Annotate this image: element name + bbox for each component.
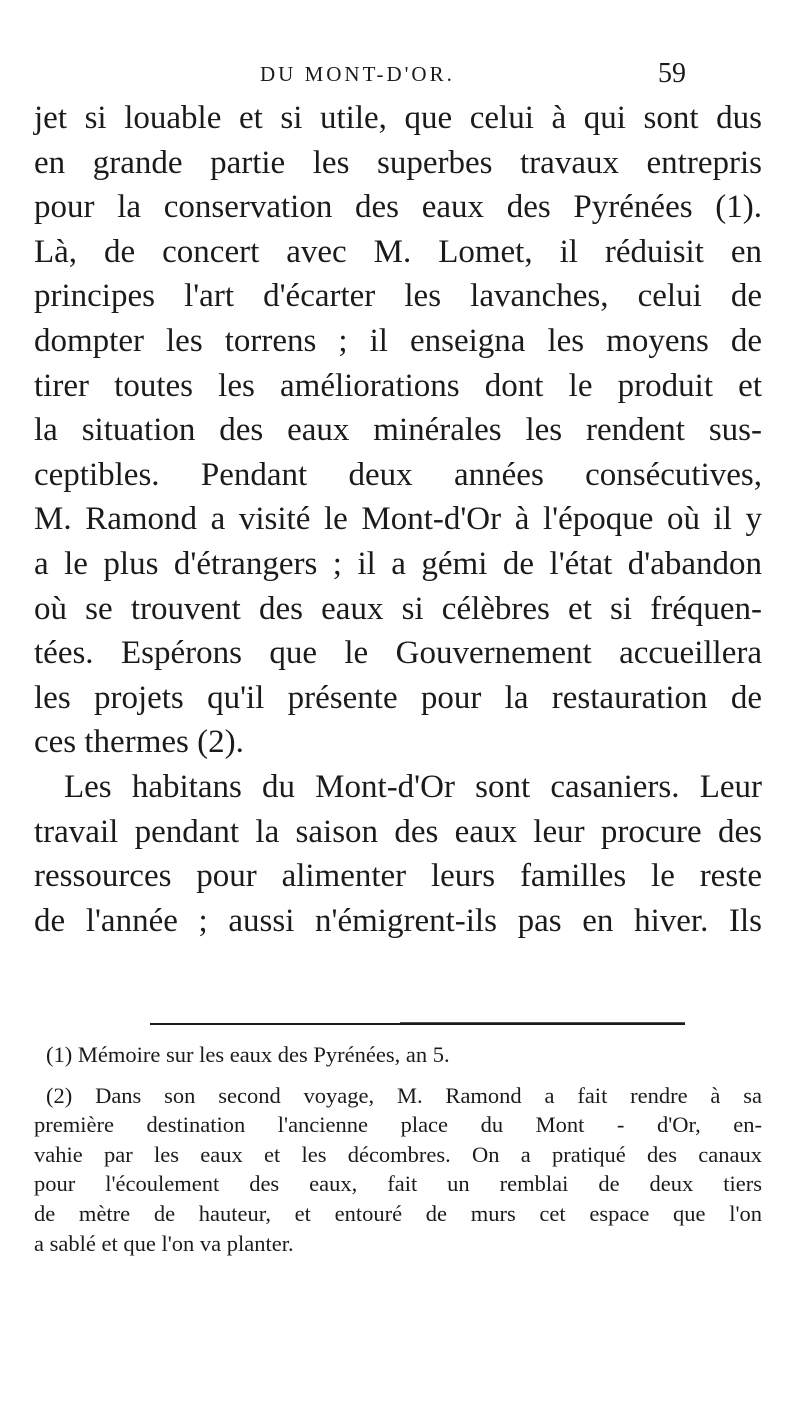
body-line: principes l'art d'écarter les lavanches, celui de [34,278,762,315]
footnote-2 [34,1081,762,1259]
body-line: Les habitans du Mont-d'Or sont casaniers. Leur [64,768,762,805]
body-line: dompter les torrens ; il enseigna les moyens de [34,322,762,359]
body-line: la situation des eaux minérales les rendent sus- [34,412,762,449]
footnote-1: (1) Mémoire sur les eaux des Pyrénées, an 5. [46,1042,450,1067]
body-line: tirer toutes les améliorations dont le produit et [34,367,762,404]
footnote-line: a sablé et que l'on va planter. [34,1230,294,1256]
body-line: ces thermes (2). [34,724,244,761]
body-line: Là, de concert avec M. Lomet, il réduisit en [34,233,762,270]
body-line: les projets qu'il présente pour la restauration de [34,679,762,716]
footnote-line: vahie par les eaux et les décombres. On a pratiqué des canaux [34,1141,762,1167]
footnote-separator [150,1023,685,1025]
body-line: tées. Espérons que le Gouvernement accueillera [34,635,762,672]
body-line: ceptibles. Pendant deux années consécutives, [34,456,762,493]
running-head [0,58,801,92]
footnote-line: de mètre de hauteur, et entouré de murs cet espace que l'on [34,1200,762,1226]
page-number: 59 [658,58,686,89]
body-line: où se trouvent des eaux si célèbres et si fréquen- [34,590,762,627]
body-line: en grande partie les superbes travaux entrepris [34,144,762,181]
footnote-line: pour l'écoulement des eaux, fait un remblai de deux tiers [34,1171,762,1197]
body-line: travail pendant la saison des eaux leur procure des [34,813,762,850]
body-line: M. Ramond a visité le Mont-d'Or à l'époque où il y [34,501,762,538]
body-line: jet si louable et si utile, que celui à qui sont dus [34,100,762,136]
footnote-line: première destination l'ancienne place du Mont - d'Or, en- [34,1112,762,1138]
footnote-line: (2) Dans son second voyage, M. Ramond a fait rendre à sa [46,1082,762,1108]
body-line: ressources pour alimenter leurs familles le reste [34,858,762,895]
body-line: pour la conservation des eaux des Pyrénées (1). [34,189,762,226]
body-line: de l'année ; aussi n'émigrent-ils pas en hiver. Ils [34,902,762,939]
body-line: a le plus d'étrangers ; il a gémi de l'état d'abandon [34,545,762,582]
footnotes [34,1040,762,1258]
running-title: DU MONT-D'OR. [260,62,455,86]
body-text [34,96,762,943]
